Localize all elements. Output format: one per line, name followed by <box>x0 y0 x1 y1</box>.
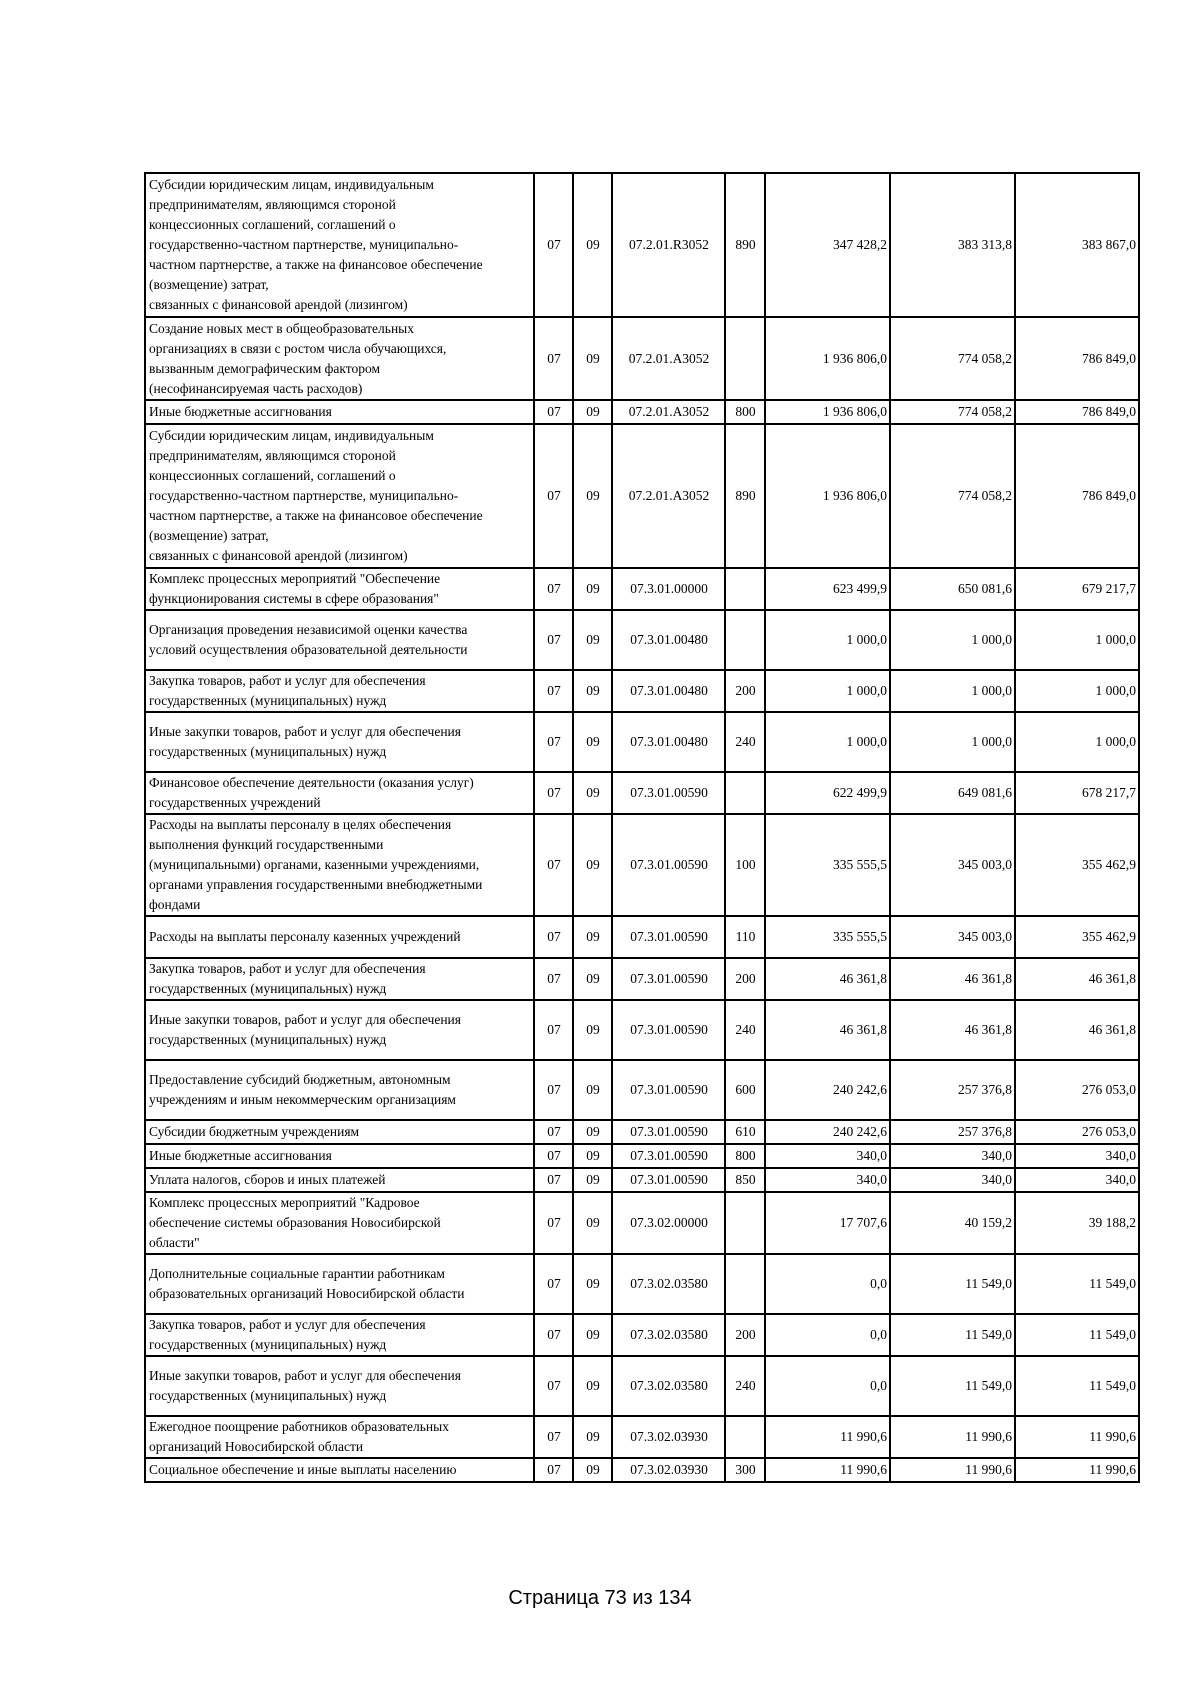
section-code-cell: 07 <box>534 317 573 400</box>
subsection-code-cell: 09 <box>573 568 612 610</box>
table-row <box>145 1000 1139 1060</box>
table-row <box>145 1060 1139 1120</box>
target-article-cell: 07.2.01.R3052 <box>612 173 725 317</box>
target-article-cell: 07.3.02.03580 <box>612 1314 725 1356</box>
row-name-cell: Ежегодное поощрение работников образовательных организаций Новосибирской области <box>145 1416 534 1458</box>
amount-year1-cell: 46 361,8 <box>765 958 890 1000</box>
subsection-code-cell: 09 <box>573 1120 612 1144</box>
table-row <box>145 610 1139 670</box>
target-article-cell: 07.3.01.00480 <box>612 712 725 772</box>
expense-type-cell <box>725 568 765 610</box>
section-code-cell: 07 <box>534 1356 573 1416</box>
target-article-cell: 07.3.02.00000 <box>612 1192 725 1254</box>
amount-year3-cell: 340,0 <box>1015 1144 1139 1168</box>
row-name-cell: Иные закупки товаров, работ и услуг для обеспечения государственных (муниципальных) нужд <box>145 1000 534 1060</box>
amount-year2-cell: 1 000,0 <box>890 610 1015 670</box>
subsection-code-cell: 09 <box>573 1356 612 1416</box>
amount-year3-cell: 11 549,0 <box>1015 1356 1139 1416</box>
row-name-cell: Организация проведения независимой оценки качества условий осуществления образовательной деятельности <box>145 610 534 670</box>
amount-year2-cell: 1 000,0 <box>890 670 1015 712</box>
budget-table <box>144 172 1140 1483</box>
amount-year2-cell: 11 549,0 <box>890 1314 1015 1356</box>
subsection-code-cell: 09 <box>573 424 612 568</box>
table-row <box>145 317 1139 400</box>
row-name-cell: Создание новых мест в общеобразовательных организациях в связи с ростом числа обучающихся, вызванным демографическим фактором (несофинансируемая часть расходов) <box>145 317 534 400</box>
amount-year3-cell: 276 053,0 <box>1015 1060 1139 1120</box>
section-code-cell: 07 <box>534 568 573 610</box>
table-row <box>145 173 1139 317</box>
subsection-code-cell: 09 <box>573 772 612 814</box>
amount-year1-cell: 335 555,5 <box>765 916 890 958</box>
amount-year3-cell: 276 053,0 <box>1015 1120 1139 1144</box>
section-code-cell: 07 <box>534 424 573 568</box>
expense-type-cell: 800 <box>725 400 765 424</box>
subsection-code-cell: 09 <box>573 317 612 400</box>
expense-type-cell: 850 <box>725 1168 765 1192</box>
row-name-cell: Комплекс процессных мероприятий "Кадровое обеспечение системы образования Новосибирской области" <box>145 1192 534 1254</box>
amount-year3-cell: 340,0 <box>1015 1168 1139 1192</box>
subsection-code-cell: 09 <box>573 400 612 424</box>
target-article-cell: 07.3.02.03930 <box>612 1458 725 1482</box>
expense-type-cell: 890 <box>725 424 765 568</box>
expense-type-cell: 200 <box>725 670 765 712</box>
row-name-cell: Расходы на выплаты персоналу казенных учреждений <box>145 916 534 958</box>
subsection-code-cell: 09 <box>573 1168 612 1192</box>
amount-year1-cell: 340,0 <box>765 1168 890 1192</box>
row-name-cell: Субсидии юридическим лицам, индивидуальным предпринимателям, являющимся стороной концессионных соглашений, соглашений о государственно-частном партнерстве, муниципально- частном партнерстве, а также на финансовое обеспечение (возмещение) затрат, связанных с финансовой арендой (лизингом) <box>145 424 534 568</box>
row-name-cell: Субсидии юридическим лицам, индивидуальным предпринимателям, являющимся стороной концессионных соглашений, соглашений о государственно-частном партнерстве, муниципально- частном партнерстве, а также на финансовое обеспечение (возмещение) затрат, связанных с финансовой арендой (лизингом) <box>145 173 534 317</box>
amount-year1-cell: 1 936 806,0 <box>765 317 890 400</box>
target-article-cell: 07.3.01.00590 <box>612 772 725 814</box>
section-code-cell: 07 <box>534 814 573 916</box>
amount-year2-cell: 11 990,6 <box>890 1458 1015 1482</box>
amount-year3-cell: 46 361,8 <box>1015 1000 1139 1060</box>
amount-year2-cell: 345 003,0 <box>890 814 1015 916</box>
expense-type-cell: 240 <box>725 1000 765 1060</box>
amount-year2-cell: 257 376,8 <box>890 1120 1015 1144</box>
row-name-cell: Субсидии бюджетным учреждениям <box>145 1120 534 1144</box>
target-article-cell: 07.3.01.00590 <box>612 814 725 916</box>
subsection-code-cell: 09 <box>573 1060 612 1120</box>
target-article-cell: 07.3.01.00480 <box>612 670 725 712</box>
table-row <box>145 1458 1139 1482</box>
amount-year2-cell: 46 361,8 <box>890 958 1015 1000</box>
amount-year1-cell: 1 000,0 <box>765 670 890 712</box>
subsection-code-cell: 09 <box>573 712 612 772</box>
section-code-cell: 07 <box>534 1060 573 1120</box>
table-row <box>145 1144 1139 1168</box>
section-code-cell: 07 <box>534 1144 573 1168</box>
amount-year2-cell: 345 003,0 <box>890 916 1015 958</box>
amount-year2-cell: 11 549,0 <box>890 1356 1015 1416</box>
amount-year2-cell: 383 313,8 <box>890 173 1015 317</box>
row-name-cell: Закупка товаров, работ и услуг для обеспечения государственных (муниципальных) нужд <box>145 1314 534 1356</box>
section-code-cell: 07 <box>534 1416 573 1458</box>
section-code-cell: 07 <box>534 916 573 958</box>
table-row <box>145 1192 1139 1254</box>
amount-year1-cell: 347 428,2 <box>765 173 890 317</box>
amount-year2-cell: 649 081,6 <box>890 772 1015 814</box>
amount-year3-cell: 355 462,9 <box>1015 916 1139 958</box>
section-code-cell: 07 <box>534 1120 573 1144</box>
amount-year3-cell: 786 849,0 <box>1015 317 1139 400</box>
expense-type-cell: 890 <box>725 173 765 317</box>
target-article-cell: 07.3.01.00590 <box>612 1144 725 1168</box>
row-name-cell: Социальное обеспечение и иные выплаты населению <box>145 1458 534 1482</box>
section-code-cell: 07 <box>534 1254 573 1314</box>
amount-year3-cell: 39 188,2 <box>1015 1192 1139 1254</box>
amount-year1-cell: 1 936 806,0 <box>765 400 890 424</box>
table-row <box>145 1314 1139 1356</box>
target-article-cell: 07.3.01.00000 <box>612 568 725 610</box>
subsection-code-cell: 09 <box>573 1144 612 1168</box>
expense-type-cell: 200 <box>725 1314 765 1356</box>
target-article-cell: 07.2.01.А3052 <box>612 317 725 400</box>
amount-year2-cell: 40 159,2 <box>890 1192 1015 1254</box>
section-code-cell: 07 <box>534 173 573 317</box>
table-row <box>145 772 1139 814</box>
section-code-cell: 07 <box>534 1168 573 1192</box>
table-row <box>145 1416 1139 1458</box>
amount-year1-cell: 240 242,6 <box>765 1120 890 1144</box>
amount-year3-cell: 11 549,0 <box>1015 1314 1139 1356</box>
table-row <box>145 1168 1139 1192</box>
amount-year1-cell: 1 936 806,0 <box>765 424 890 568</box>
amount-year1-cell: 0,0 <box>765 1314 890 1356</box>
row-name-cell: Иные бюджетные ассигнования <box>145 400 534 424</box>
amount-year1-cell: 17 707,6 <box>765 1192 890 1254</box>
target-article-cell: 07.3.01.00590 <box>612 916 725 958</box>
amount-year1-cell: 11 990,6 <box>765 1416 890 1458</box>
expense-type-cell <box>725 1254 765 1314</box>
target-article-cell: 07.2.01.А3052 <box>612 424 725 568</box>
amount-year3-cell: 1 000,0 <box>1015 670 1139 712</box>
row-name-cell: Дополнительные социальные гарантии работникам образовательных организаций Новосибирской области <box>145 1254 534 1314</box>
amount-year2-cell: 46 361,8 <box>890 1000 1015 1060</box>
subsection-code-cell: 09 <box>573 610 612 670</box>
section-code-cell: 07 <box>534 1458 573 1482</box>
amount-year2-cell: 774 058,2 <box>890 317 1015 400</box>
subsection-code-cell: 09 <box>573 173 612 317</box>
amount-year2-cell: 340,0 <box>890 1144 1015 1168</box>
row-name-cell: Комплекс процессных мероприятий "Обеспечение функционирования системы в сфере образования" <box>145 568 534 610</box>
section-code-cell: 07 <box>534 772 573 814</box>
amount-year3-cell: 11 549,0 <box>1015 1254 1139 1314</box>
row-name-cell: Предоставление субсидий бюджетным, автономным учреждениям и иным некоммерческим организациям <box>145 1060 534 1120</box>
table-row <box>145 958 1139 1000</box>
row-name-cell: Уплата налогов, сборов и иных платежей <box>145 1168 534 1192</box>
amount-year1-cell: 11 990,6 <box>765 1458 890 1482</box>
row-name-cell: Иные закупки товаров, работ и услуг для обеспечения государственных (муниципальных) нужд <box>145 1356 534 1416</box>
amount-year2-cell: 340,0 <box>890 1168 1015 1192</box>
amount-year1-cell: 0,0 <box>765 1254 890 1314</box>
table-row <box>145 424 1139 568</box>
section-code-cell: 07 <box>534 1192 573 1254</box>
table-row <box>145 568 1139 610</box>
section-code-cell: 07 <box>534 1000 573 1060</box>
amount-year2-cell: 257 376,8 <box>890 1060 1015 1120</box>
table-row <box>145 916 1139 958</box>
amount-year1-cell: 46 361,8 <box>765 1000 890 1060</box>
amount-year2-cell: 774 058,2 <box>890 400 1015 424</box>
amount-year1-cell: 1 000,0 <box>765 610 890 670</box>
table-body <box>145 173 1139 1482</box>
amount-year3-cell: 11 990,6 <box>1015 1416 1139 1458</box>
amount-year3-cell: 1 000,0 <box>1015 610 1139 670</box>
subsection-code-cell: 09 <box>573 958 612 1000</box>
expense-type-cell: 600 <box>725 1060 765 1120</box>
row-name-cell: Финансовое обеспечение деятельности (оказания услуг) государственных учреждений <box>145 772 534 814</box>
target-article-cell: 07.3.01.00590 <box>612 958 725 1000</box>
amount-year3-cell: 11 990,6 <box>1015 1458 1139 1482</box>
amount-year1-cell: 1 000,0 <box>765 712 890 772</box>
table-row <box>145 814 1139 916</box>
expense-type-cell: 240 <box>725 712 765 772</box>
amount-year1-cell: 335 555,5 <box>765 814 890 916</box>
amount-year2-cell: 1 000,0 <box>890 712 1015 772</box>
target-article-cell: 07.3.01.00590 <box>612 1060 725 1120</box>
amount-year3-cell: 46 361,8 <box>1015 958 1139 1000</box>
target-article-cell: 07.3.02.03930 <box>612 1416 725 1458</box>
subsection-code-cell: 09 <box>573 1458 612 1482</box>
expense-type-cell: 240 <box>725 1356 765 1416</box>
subsection-code-cell: 09 <box>573 1000 612 1060</box>
subsection-code-cell: 09 <box>573 1314 612 1356</box>
row-name-cell: Закупка товаров, работ и услуг для обеспечения государственных (муниципальных) нужд <box>145 670 534 712</box>
row-name-cell: Иные закупки товаров, работ и услуг для обеспечения государственных (муниципальных) нужд <box>145 712 534 772</box>
amount-year3-cell: 678 217,7 <box>1015 772 1139 814</box>
amount-year2-cell: 11 549,0 <box>890 1254 1015 1314</box>
expense-type-cell: 610 <box>725 1120 765 1144</box>
page-number: Страница 73 из 134 <box>508 1587 692 1609</box>
expense-type-cell <box>725 610 765 670</box>
section-code-cell: 07 <box>534 670 573 712</box>
amount-year1-cell: 240 242,6 <box>765 1060 890 1120</box>
subsection-code-cell: 09 <box>573 1416 612 1458</box>
expense-type-cell: 300 <box>725 1458 765 1482</box>
table-row <box>145 400 1139 424</box>
subsection-code-cell: 09 <box>573 1192 612 1254</box>
section-code-cell: 07 <box>534 712 573 772</box>
amount-year3-cell: 355 462,9 <box>1015 814 1139 916</box>
target-article-cell: 07.3.01.00480 <box>612 610 725 670</box>
expense-type-cell: 200 <box>725 958 765 1000</box>
subsection-code-cell: 09 <box>573 814 612 916</box>
subsection-code-cell: 09 <box>573 670 612 712</box>
row-name-cell: Расходы на выплаты персоналу в целях обеспечения выполнения функций государственными (муниципальными) органами, казенными учреждениями, органами управления государственными внебюджетными фондами <box>145 814 534 916</box>
amount-year2-cell: 650 081,6 <box>890 568 1015 610</box>
target-article-cell: 07.3.01.00590 <box>612 1120 725 1144</box>
target-article-cell: 07.3.01.00590 <box>612 1168 725 1192</box>
amount-year2-cell: 774 058,2 <box>890 424 1015 568</box>
subsection-code-cell: 09 <box>573 916 612 958</box>
expense-type-cell: 110 <box>725 916 765 958</box>
amount-year3-cell: 679 217,7 <box>1015 568 1139 610</box>
expense-type-cell <box>725 317 765 400</box>
expense-type-cell: 100 <box>725 814 765 916</box>
row-name-cell: Иные бюджетные ассигнования <box>145 1144 534 1168</box>
section-code-cell: 07 <box>534 400 573 424</box>
section-code-cell: 07 <box>534 1314 573 1356</box>
table-row <box>145 1120 1139 1144</box>
row-name-cell: Закупка товаров, работ и услуг для обеспечения государственных (муниципальных) нужд <box>145 958 534 1000</box>
amount-year3-cell: 786 849,0 <box>1015 400 1139 424</box>
subsection-code-cell: 09 <box>573 1254 612 1314</box>
table-row <box>145 1356 1139 1416</box>
amount-year3-cell: 383 867,0 <box>1015 173 1139 317</box>
target-article-cell: 07.2.01.А3052 <box>612 400 725 424</box>
amount-year1-cell: 0,0 <box>765 1356 890 1416</box>
target-article-cell: 07.3.02.03580 <box>612 1356 725 1416</box>
expense-type-cell <box>725 772 765 814</box>
target-article-cell: 07.3.01.00590 <box>612 1000 725 1060</box>
amount-year1-cell: 623 499,9 <box>765 568 890 610</box>
table-row <box>145 670 1139 712</box>
table-row <box>145 1254 1139 1314</box>
section-code-cell: 07 <box>534 610 573 670</box>
amount-year3-cell: 786 849,0 <box>1015 424 1139 568</box>
expense-type-cell: 800 <box>725 1144 765 1168</box>
expense-type-cell <box>725 1416 765 1458</box>
amount-year2-cell: 11 990,6 <box>890 1416 1015 1458</box>
table-row <box>145 712 1139 772</box>
amount-year1-cell: 622 499,9 <box>765 772 890 814</box>
expense-type-cell <box>725 1192 765 1254</box>
amount-year1-cell: 340,0 <box>765 1144 890 1168</box>
amount-year3-cell: 1 000,0 <box>1015 712 1139 772</box>
target-article-cell: 07.3.02.03580 <box>612 1254 725 1314</box>
section-code-cell: 07 <box>534 958 573 1000</box>
